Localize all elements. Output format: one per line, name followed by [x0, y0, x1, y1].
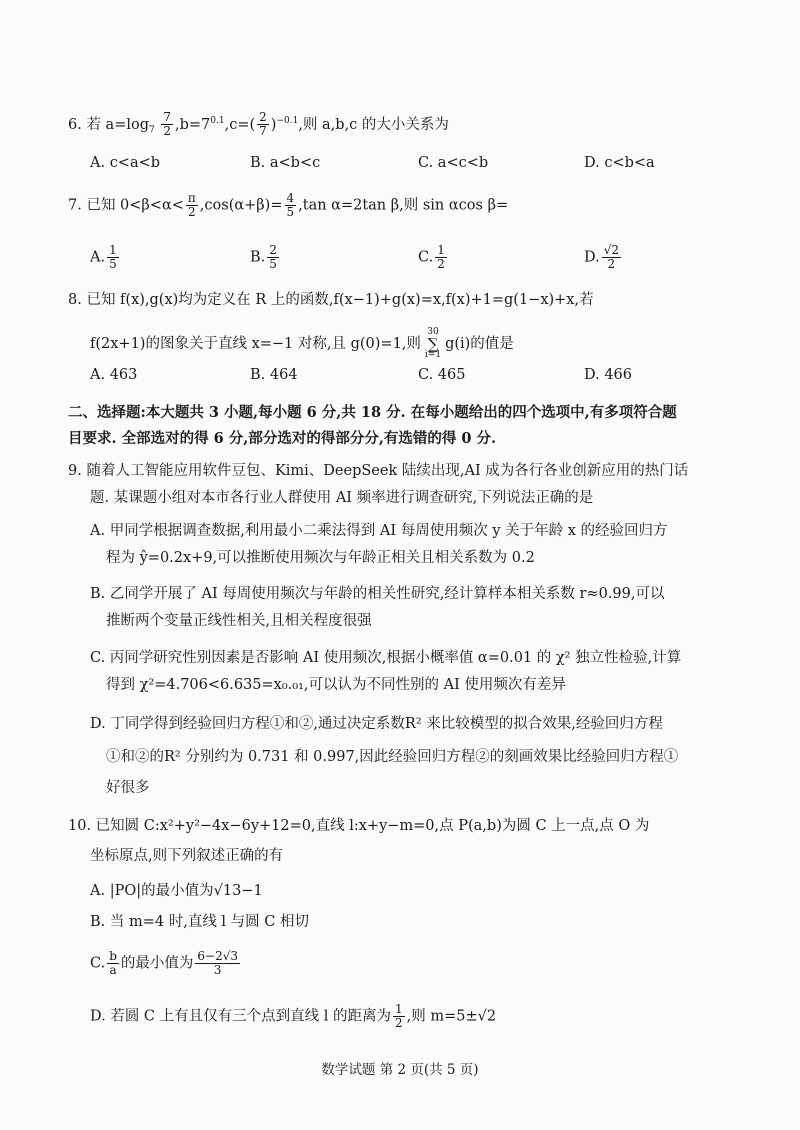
q9-stem-line1: 9. 随着人工智能应用软件豆包、Kimi、DeepSeek 陆续出现,AI 成为各行各业创新应用的热门话 — [68, 463, 689, 479]
q9-option-a-line2: 程为 ŷ=0.2x+9,可以推断使用频次与年龄正相关且相关系数为 0.2 — [106, 550, 535, 566]
q6-option-d: D. c<b<a — [584, 155, 655, 171]
q8-option-c: C. 465 — [418, 367, 466, 383]
q10-option-a: A. |PO|的最小值为√13−1 — [90, 883, 263, 899]
q8-stem-line2: f(2x+1)的图象关于直线 x=−1 对称,且 g(0)=1,则 30 ∑ i=1 g(i)的值是 — [90, 327, 514, 360]
q8-summation: 30 ∑ i=1 — [424, 327, 442, 360]
q6-stem: 6. 若 $a=\log_7$ $\frac{7}{2}$ $,b=7^{0.1},c=$( $\frac{2}{7}$ )$^{-0.1}$,则 a,b,c 的大小关系为 — [68, 110, 449, 139]
q9-option-c-line1: C. 丙同学研究性别因素是否影响 AI 使用频次,根据小概率值 α=0.01 的 χ² 独立性检验,计算 — [90, 650, 682, 666]
section2-heading-line2: 目要求. 全部选对的得 6 分,部分选对的得部分分,有选错的得 0 分. — [68, 430, 497, 447]
q8-option-b: B. 464 — [250, 367, 298, 383]
q8-option-d: D. 466 — [584, 367, 633, 383]
q6-option-a: A. c<a<b — [90, 155, 161, 171]
q9-option-d-line1: D. 丁同学得到经验回归方程①和②,通过决定系数R² 来比较模型的拟合效果,经验回归方程 — [90, 716, 663, 732]
q6-option-c: C. a<c<b — [418, 155, 489, 171]
q10-option-c: C. $\frac{b}{a}$ 的最小值为 $\frac{6-2√3}{3}$ — [90, 949, 238, 977]
q6-frac-a: $\frac{7}{2}$ — [163, 110, 171, 139]
q7-stem: 7. 已知 0<β<α< $\frac{\pi}{2}$ ,cos(α+β)= $\frac{4}{5}$ ,tan α=2tan β,则 sin αcos β= — [68, 191, 509, 219]
q7-frac-cos: $\frac{4}{5}$ — [286, 191, 295, 219]
q9-option-a-line1: A. 甲同学根据调查数据,利用最小二乘法得到 AI 每周使用频次 y 关于年龄 x 的经验回归方 — [90, 523, 668, 539]
page-footer: 数学试题 第 2 页(共 5 页) — [321, 1062, 479, 1078]
q9-option-d-line3: 好很多 — [106, 780, 150, 796]
q10-option-d: D. 若圆 C 上有且仅有三个点到直线 l 的距离为 $\frac{1}{2}$ ,则 m=5±√2 — [90, 1002, 497, 1030]
q7-option-c: C. $\frac{1}{2}$ — [418, 243, 445, 271]
q9-stem-line2: 题. 某课题小组对本市各行业人群使用 AI 频率进行调查研究,下列说法正确的是 — [90, 490, 594, 506]
q10-option-b: B. 当 m=4 时,直线 l 与圆 C 相切 — [90, 914, 309, 930]
q6-frac-c: $\frac{2}{7}$ — [259, 110, 267, 139]
q9-option-b-line1: B. 乙同学开展了 AI 每周使用频次与年龄的相关性研究,经计算样本相关系数 r≈0.99,可以 — [90, 586, 665, 602]
q8-option-a: A. 463 — [90, 367, 138, 383]
section2-heading-line1: 二、选择题:本大题共 3 小题,每小题 6 分,共 18 分. 在每小题给出的四个选项中,有多项符合题 — [68, 404, 677, 421]
q7-option-a: A. $\frac{1}{5}$ — [90, 243, 117, 271]
q7-frac-pi: $\frac{\pi}{2}$ — [187, 191, 196, 219]
q7-option-b: B. $\frac{2}{5}$ — [250, 243, 277, 271]
q8-stem-line1: 8. 已知 f(x),g(x)均为定义在 R 上的函数,f(x−1)+g(x)=x,f(x)+1=g(1−x)+x,若 — [68, 292, 594, 308]
q9-option-d-line2: ①和②的R² 分别约为 0.731 和 0.997,因此经验回归方程②的刻画效果比经验回归方程① — [106, 749, 679, 765]
q9-option-b-line2: 推断两个变量正线性相关,且相关程度很强 — [106, 613, 372, 629]
q9-option-c-line2: 得到 χ²=4.706<6.635=x₀.₀₁,可以认为不同性别的 AI 使用频次有差异 — [106, 677, 566, 693]
q10-stem-line1: 10. 已知圆 C:x²+y²−4x−6y+12=0,直线 l:x+y−m=0,点 P(a,b)为圆 C 上一点,点 O 为 — [68, 818, 650, 834]
q6-option-b: B. a<b<c — [250, 155, 321, 171]
q10-stem-line2: 坐标原点,则下列叙述正确的有 — [90, 848, 284, 864]
q7-option-d: D. $\frac{√2}{2}$ — [584, 243, 619, 271]
